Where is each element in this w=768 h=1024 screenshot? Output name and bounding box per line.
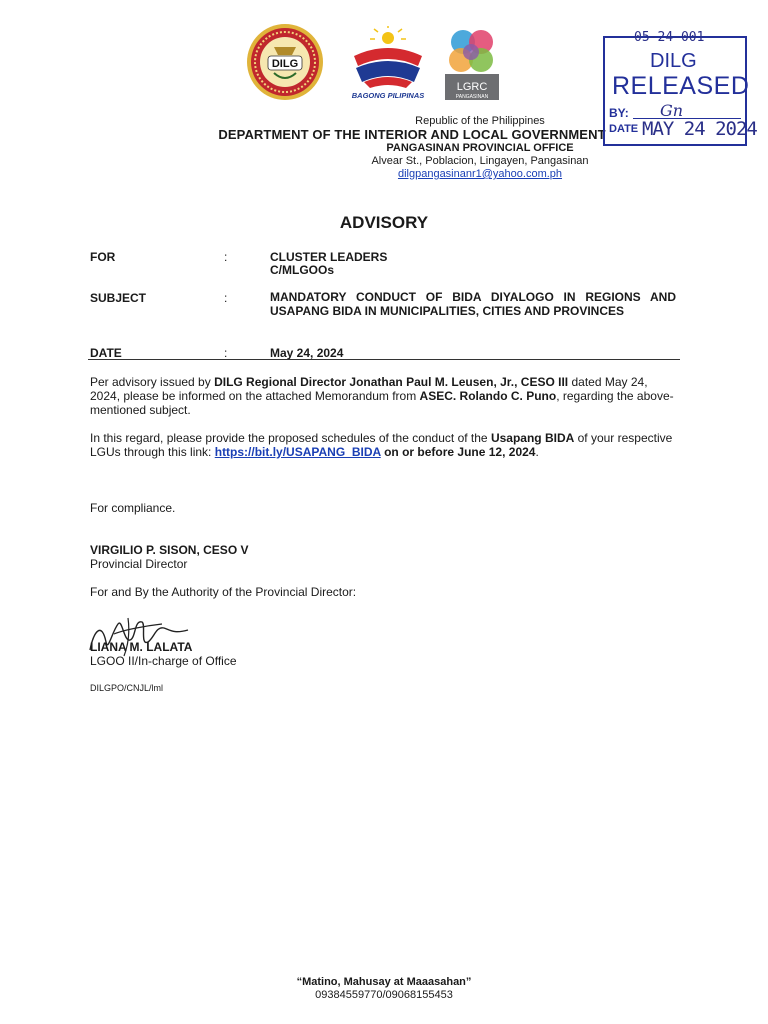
stamp-initials: Gn	[660, 101, 684, 120]
bagong-pilipinas-logo	[342, 26, 434, 102]
paragraph-2	[90, 431, 678, 459]
signer-name: LIANA M. LALATA	[90, 640, 193, 654]
for-recipient-1: CLUSTER LEADERS	[270, 250, 388, 264]
usapang-bida-link[interactable]: https://bit.ly/USAPANG_BIDA	[214, 445, 381, 459]
header-email-link[interactable]: dilgpangasinanr1@yahoo.com.ph	[397, 168, 563, 180]
reference-code: DILGPO/CNJL/lml	[90, 683, 164, 693]
paragraph-3: For compliance.	[90, 501, 176, 515]
lgrc-logo	[443, 24, 501, 102]
paragraph-1	[90, 375, 678, 417]
subject-label: SUBJECT	[90, 291, 147, 305]
dilg-logo-text: DILG	[271, 58, 299, 70]
header-address: Alvear St., Poblacion, Lingayen, Pangasinan	[371, 155, 589, 167]
for-label: FOR	[90, 250, 116, 264]
date-label: DATE	[90, 346, 122, 360]
stamp-by-label: BY:	[609, 106, 629, 120]
p2-deadline: on or before June 12, 2024	[380, 445, 536, 459]
provincial-director-name: VIRGILIO P. SISON, CESO V	[90, 543, 249, 557]
p1-text-e: , regarding the above-mentioned subject.	[90, 389, 674, 417]
p1-text-a: Per advisory issued by	[90, 375, 215, 389]
subject-colon: :	[224, 291, 228, 305]
date-colon: :	[224, 346, 228, 360]
subject-text: MANDATORY CONDUCT OF BIDA DIYALOGO IN REGIONS AND USAPANG BIDA IN MUNICIPALITIES, CITIES AND PROVINCES	[270, 290, 676, 318]
header-divider	[88, 359, 680, 360]
header-department: DEPARTMENT OF THE INTERIOR AND LOCAL GOVERNMENT	[218, 127, 606, 142]
bagong-pilipinas-text: BAGONG PILIPINAS	[351, 91, 425, 100]
p2-text-c: of your respective LGUs through this link:	[90, 431, 673, 459]
p2-text-e: .	[535, 445, 539, 459]
stamp-status: RELEASED	[612, 72, 750, 100]
stamp-date: MAY 24 2024	[642, 118, 757, 140]
lgrc-logo-text: LGRC	[456, 81, 488, 93]
date-value: May 24, 2024	[270, 346, 344, 360]
header-republic: Republic of the Philippines	[415, 115, 545, 127]
stamp-org: DILG	[650, 50, 697, 72]
p1-asec: ASEC. Rolando C. Puno	[419, 389, 557, 403]
p2-usapang-bida: Usapang BIDA	[490, 431, 575, 445]
p2-text-a: In this regard, please provide the proposed schedules of the conduct of the	[90, 431, 491, 445]
stamp-date-label: DATE	[609, 123, 639, 135]
authority-line: For and By the Authority of the Provincial Director:	[90, 585, 357, 599]
advisory-title: ADVISORY	[339, 213, 429, 232]
dilg-seal-logo	[246, 23, 324, 101]
signer-title: LGOO II/In-charge of Office	[90, 654, 237, 668]
stamp-number: 05-24-001	[634, 30, 705, 45]
p1-text-c: dated May 24, 2024, please be informed on the attached Memorandum from	[90, 375, 648, 403]
provincial-director-title: Provincial Director	[90, 557, 188, 571]
footer-motto: “Matino, Mahusay at Maaasahan”	[296, 976, 472, 988]
footer-phone: 09384559770/09068155453	[315, 989, 453, 1001]
for-colon: :	[224, 250, 228, 264]
lgrc-logo-subtext: PANGASINAN	[455, 94, 489, 100]
p1-regional-director: DILG Regional Director Jonathan Paul M. Leusen, Jr., CESO III	[214, 375, 569, 389]
for-recipient-2: C/MLGOOs	[270, 263, 335, 277]
header-office: PANGASINAN PROVINCIAL OFFICE	[386, 142, 574, 154]
